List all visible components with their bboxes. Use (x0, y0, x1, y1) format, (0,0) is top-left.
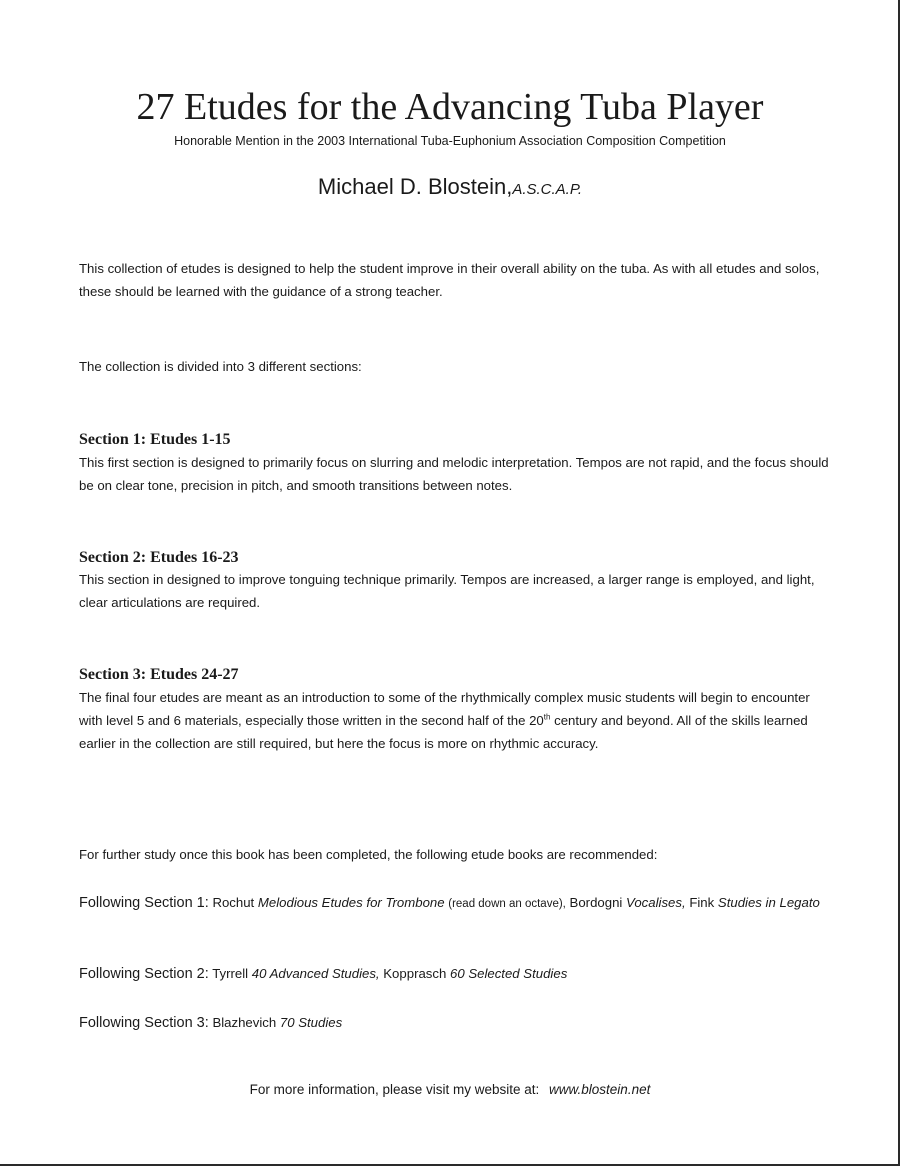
following-label: Following Section 2: (79, 966, 209, 982)
page-title: 27 Etudes for the Advancing Tuba Player (136, 86, 764, 128)
author-ref: Rochut (212, 895, 255, 910)
website-link[interactable]: www.blostein.net (549, 1082, 651, 1097)
book-note: (read down an octave), (448, 898, 566, 910)
section-2-heading: Section 2: Etudes 16-23 (79, 549, 239, 566)
footer (0, 1082, 900, 1097)
footer-text: For more information, please visit my website at: (249, 1082, 540, 1097)
intro-paragraph: This collection of etudes is designed to help the student improve in their overall ability on the tuba. As with all etudes and solos, these should be learned with the guidance of a strong teacher. (79, 261, 820, 299)
sections-intro: The collection is divided into 3 different sections: (79, 359, 362, 374)
section-1-text: This first section is designed to primarily focus on slurring and melodic interpretation. Tempos are not rapid, and the focus should be on clear tone, precision in pitch, and smooth transitions between notes. (79, 455, 829, 493)
section-3-text (79, 686, 829, 755)
following-label: Following Section 3: (79, 1015, 209, 1031)
subtitle: Honorable Mention in the 2003 International Tuba-Euphonium Association Composition Competition (174, 134, 726, 148)
author-ref: Tyrrell (212, 966, 249, 981)
book-title: 40 Advanced Studies, (251, 966, 380, 981)
book-title: Vocalises, (626, 895, 686, 910)
author-ref: Bordogni (569, 895, 623, 910)
author-ref: Kopprasch (383, 966, 447, 981)
book-title: 70 Studies (279, 1015, 343, 1030)
section-3-heading: Section 3: Etudes 24-27 (79, 666, 239, 683)
section-3-text-b: century and beyond. All of the skills learned earlier in the collection are still required, but here the focus is more on rhythmic accuracy. (79, 713, 808, 751)
section-3-sup: th (543, 712, 551, 722)
author-line (0, 174, 900, 200)
book-title: Studies in Legato (717, 895, 820, 910)
following-section-1 (79, 891, 829, 916)
further-study-text: For further study once this book has been completed, the following etude books are recommended: (79, 847, 658, 862)
following-label: Following Section 1: (79, 895, 209, 911)
author-ref: Fink (689, 895, 715, 910)
section-1-heading: Section 1: Etudes 1-15 (79, 431, 231, 448)
author-ref: Blazhevich (212, 1015, 277, 1030)
author-affiliation: A.S.C.A.P. (512, 181, 583, 198)
following-section-2 (79, 962, 829, 986)
following-section-3 (79, 1011, 829, 1035)
section-3-text-a: The final four etudes are meant as an introduction to some of the rhythmically complex music students will begin to encounter with level 5 and 6 materials, especially those written in the second half of the 20 (79, 690, 810, 728)
author-name: Michael D. Blostein, (317, 174, 513, 199)
book-title: 60 Selected Studies (449, 966, 568, 981)
section-2-text: This section in designed to improve tonguing technique primarily. Tempos are increased, a larger range is employed, and light, clear articulations are required. (79, 572, 815, 610)
book-title: Melodious Etudes for Trombone (257, 895, 445, 910)
